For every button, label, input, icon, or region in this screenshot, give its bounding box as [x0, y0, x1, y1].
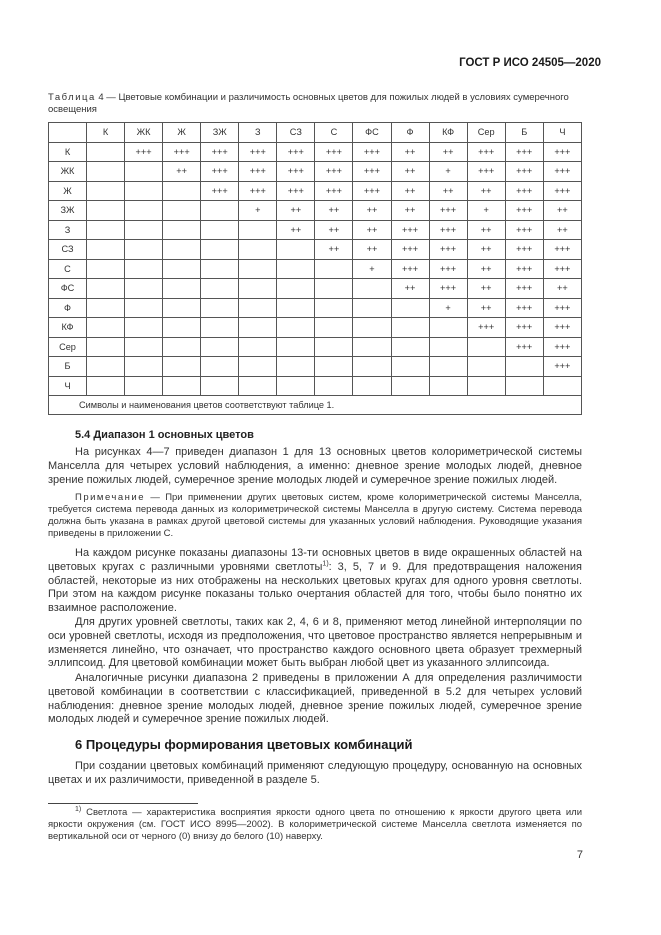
- table-cell: +++: [239, 181, 277, 201]
- table-cell: [87, 279, 125, 299]
- table-cell: [201, 220, 239, 240]
- table-cell: +++: [543, 318, 581, 338]
- row-header: ЖК: [49, 162, 87, 182]
- table-cell: +: [429, 162, 467, 182]
- table-cell: [163, 357, 201, 377]
- row-header: КФ: [49, 318, 87, 338]
- table-cell: [87, 201, 125, 221]
- column-header: Сер: [467, 123, 505, 143]
- table-cell: [87, 337, 125, 357]
- footnote: [48, 807, 582, 843]
- table-corner-cell: [49, 123, 87, 143]
- table-cell: [315, 279, 353, 299]
- table-caption: [48, 92, 588, 116]
- table-cell: +++: [505, 201, 543, 221]
- table-cell: +++: [239, 162, 277, 182]
- table-cell: +++: [505, 240, 543, 260]
- table-cell: [201, 279, 239, 299]
- table-cell: [87, 240, 125, 260]
- table-cell: [353, 298, 391, 318]
- table-cell: [391, 376, 429, 396]
- table-cell: ++: [353, 220, 391, 240]
- table-cell: ++: [391, 162, 429, 182]
- table-cell: [201, 357, 239, 377]
- section-5-4-title: 5.4 Диапазон 1 основных цветов: [75, 429, 254, 441]
- table-cell: +++: [543, 240, 581, 260]
- table-cell: +: [353, 259, 391, 279]
- column-header: Б: [505, 123, 543, 143]
- page-number: 7: [576, 849, 583, 861]
- table-cell: +++: [201, 162, 239, 182]
- table-row: [49, 279, 582, 299]
- column-header: ФС: [353, 123, 391, 143]
- table-cell: [201, 376, 239, 396]
- table-cell: ++: [543, 279, 581, 299]
- column-header: СЗ: [277, 123, 315, 143]
- table-cell: ++: [543, 220, 581, 240]
- note-label: Примечание: [75, 492, 145, 503]
- table-cell: [201, 298, 239, 318]
- table-row: [49, 220, 582, 240]
- table-cell: [315, 298, 353, 318]
- table-cell: [467, 376, 505, 396]
- table-cell: +++: [239, 142, 277, 162]
- column-header: ЗЖ: [201, 123, 239, 143]
- section-6-title: 6 Процедуры формирования цветовых комбинаций: [75, 737, 413, 752]
- row-header: СЗ: [49, 240, 87, 260]
- row-header: ФС: [49, 279, 87, 299]
- table-cell: ++: [277, 201, 315, 221]
- table-cell: [163, 181, 201, 201]
- table-cell: [239, 357, 277, 377]
- color-combination-table: [48, 122, 582, 415]
- table-cell: [125, 162, 163, 182]
- table-cell: [201, 201, 239, 221]
- table-cell: +++: [391, 259, 429, 279]
- table-cell: [391, 318, 429, 338]
- table-cell: ++: [353, 240, 391, 260]
- table-cell: +++: [505, 142, 543, 162]
- table-cell: ++: [467, 279, 505, 299]
- table-cell: [277, 259, 315, 279]
- table-cell: [125, 220, 163, 240]
- table-cell: [87, 259, 125, 279]
- table-cell: +++: [163, 142, 201, 162]
- table-cell: +++: [505, 298, 543, 318]
- table-cell: +++: [505, 259, 543, 279]
- footnote-text: Светлота — характеристика восприятия яркости одного цвета по отношению к яркости другого цвета или яркости окружения (см. ГОСТ ИСО 8995—2002). В колориметрической системе Манселла светлота изменяется по вертикальной оси от черного (0) внизу до белого (10) наверху.: [48, 807, 582, 842]
- table-cell: +++: [429, 220, 467, 240]
- table-cell: [277, 337, 315, 357]
- table-cell: +++: [543, 298, 581, 318]
- table-cell: [125, 201, 163, 221]
- paragraph-2-part-a: На каждом рисунке показаны диапазоны 13-ти основных цветов в виде окрашенных областей на цветовых кругах с различными уровнями светлоты: [48, 547, 582, 573]
- table-cell: +++: [353, 181, 391, 201]
- table-cell: +: [239, 201, 277, 221]
- table-cell: +++: [125, 142, 163, 162]
- table-cell: [277, 240, 315, 260]
- table-cell: [87, 162, 125, 182]
- footnote-marker: 1): [75, 805, 82, 813]
- table-cell: [163, 220, 201, 240]
- table-cell: [201, 337, 239, 357]
- table-cell: +: [467, 201, 505, 221]
- table-cell: [87, 142, 125, 162]
- table-cell: +++: [277, 181, 315, 201]
- table-cell: [201, 259, 239, 279]
- table-cell: ++: [391, 142, 429, 162]
- table-cell: [277, 376, 315, 396]
- table-row: [49, 201, 582, 221]
- table-cell: [125, 337, 163, 357]
- table-cell: [125, 259, 163, 279]
- row-header: ЗЖ: [49, 201, 87, 221]
- table-cell: [239, 259, 277, 279]
- table-cell: ++: [467, 298, 505, 318]
- table-cell: ++: [467, 220, 505, 240]
- table-cell: +++: [543, 337, 581, 357]
- table-cell: +++: [429, 259, 467, 279]
- table-row: [49, 142, 582, 162]
- footnote-reference: 1): [322, 560, 329, 568]
- table-cell: [277, 318, 315, 338]
- row-header: З: [49, 220, 87, 240]
- table-cell: +++: [391, 240, 429, 260]
- row-header: Ф: [49, 298, 87, 318]
- table-cell: ++: [391, 201, 429, 221]
- table-cell: [543, 376, 581, 396]
- column-header: ЖК: [125, 123, 163, 143]
- row-header: Б: [49, 357, 87, 377]
- table-cell: +++: [277, 162, 315, 182]
- table-cell: [125, 181, 163, 201]
- table-cell: +++: [201, 142, 239, 162]
- table-cell: +++: [429, 201, 467, 221]
- table-cell: [353, 376, 391, 396]
- table-cell: [315, 318, 353, 338]
- table-cell: ++: [467, 240, 505, 260]
- table-cell: [125, 318, 163, 338]
- table-cell: +++: [391, 220, 429, 240]
- table-cell: +++: [543, 357, 581, 377]
- table-caption-text: 4 — Цветовые комбинации и различимость основных цветов для пожилых людей в условиях сумеречного освещения: [48, 92, 569, 115]
- row-header: Сер: [49, 337, 87, 357]
- table-cell: [467, 357, 505, 377]
- section-5-4-paragraph-3: Для других уровней светлоты, таких как 2, 4, 6 и 8, применяют метод линейной интерполяции по оси уровней светлоты, исходя из предположения, что цветовое пространство является непрерывным и изменяется линейно, что означает, что пространство каждого основного цвета образует трехмерный эллипсоид. Для цветовой комбинации может быть выбран любой цвет из указанного эллипсоида.: [48, 616, 582, 670]
- table-row: [49, 162, 582, 182]
- table-cell: [315, 259, 353, 279]
- table-cell: [391, 337, 429, 357]
- table-cell: [87, 357, 125, 377]
- table-cell: [315, 376, 353, 396]
- table-cell: [315, 357, 353, 377]
- table-cell: ++: [543, 201, 581, 221]
- table-cell: [163, 240, 201, 260]
- row-header: К: [49, 142, 87, 162]
- table-cell: [429, 337, 467, 357]
- table-row: [49, 357, 582, 377]
- table-cell: ++: [391, 279, 429, 299]
- table-cell: [315, 337, 353, 357]
- table-cell: [505, 376, 543, 396]
- table-footer-row: [49, 396, 582, 415]
- table-header-row: [49, 123, 582, 143]
- table-row: [49, 337, 582, 357]
- table-cell: ++: [315, 220, 353, 240]
- table-cell: +++: [543, 142, 581, 162]
- note: [48, 492, 582, 540]
- table-cell: +++: [505, 279, 543, 299]
- table-cell: [87, 376, 125, 396]
- table-cell: [391, 357, 429, 377]
- table-cell: ++: [467, 181, 505, 201]
- table-cell: +++: [315, 181, 353, 201]
- section-5-4-paragraph-4: Аналогичные рисунки диапазона 2 приведены в приложении А для определения различимости цветовой комбинации в соответствии с классификацией, приведенной в 5.2 для четырех условий наблюдения: дневное зрение молодых людей, дневное зрение пожилых людей, сумеречное зрение молодых людей и сумеречное зрение пожилых людей.: [48, 672, 582, 726]
- table-cell: ++: [353, 201, 391, 221]
- table-cell: +++: [315, 142, 353, 162]
- row-header: Ч: [49, 376, 87, 396]
- table-cell: [239, 279, 277, 299]
- table-cell: [239, 220, 277, 240]
- table-cell: [353, 337, 391, 357]
- table-cell: [163, 259, 201, 279]
- table-cell: +++: [543, 181, 581, 201]
- table-cell: [353, 357, 391, 377]
- column-header: С: [315, 123, 353, 143]
- table-cell: ++: [429, 181, 467, 201]
- table-cell: +++: [543, 259, 581, 279]
- table-cell: [277, 357, 315, 377]
- table-cell: [87, 181, 125, 201]
- row-header: С: [49, 259, 87, 279]
- table-cell: +++: [429, 279, 467, 299]
- table-cell: +++: [467, 142, 505, 162]
- table-cell: +++: [543, 162, 581, 182]
- table-row: [49, 259, 582, 279]
- table-cell: [239, 240, 277, 260]
- table-cell: [201, 318, 239, 338]
- row-header: Ж: [49, 181, 87, 201]
- table-cell: [163, 279, 201, 299]
- table-row: [49, 181, 582, 201]
- table-cell: ++: [315, 240, 353, 260]
- table-cell: [353, 279, 391, 299]
- table-cell: [163, 298, 201, 318]
- table-cell: +++: [505, 337, 543, 357]
- table-cell: [87, 298, 125, 318]
- table-cell: +++: [505, 220, 543, 240]
- table-caption-label: Таблица: [48, 92, 96, 103]
- table-row: [49, 376, 582, 396]
- table-cell: +++: [315, 162, 353, 182]
- table-cell: [125, 298, 163, 318]
- table-cell: [429, 376, 467, 396]
- table-cell: [125, 279, 163, 299]
- column-header: З: [239, 123, 277, 143]
- column-header: Ф: [391, 123, 429, 143]
- table-cell: +++: [505, 181, 543, 201]
- table-cell: +++: [353, 142, 391, 162]
- table-footer-note: Символы и наименования цветов соответствуют таблице 1.: [49, 396, 582, 415]
- paragraph-2-part-b: : 3, 5, 7 и 9. Для предотвращения наложения областей, некоторые из них отображены на нескольких цветовых кругах для одного уровня светлоты. При этом на каждом рисунке показаны только очертания областей для того, чтобы было понятно их взаимное расположение.: [48, 560, 583, 615]
- table-row: [49, 240, 582, 260]
- table-cell: [353, 318, 391, 338]
- table-cell: ++: [429, 142, 467, 162]
- table-cell: +++: [505, 318, 543, 338]
- table-cell: [87, 220, 125, 240]
- column-header: Ж: [163, 123, 201, 143]
- table-cell: [467, 337, 505, 357]
- table-cell: +++: [467, 318, 505, 338]
- table-cell: [239, 298, 277, 318]
- table-cell: +++: [277, 142, 315, 162]
- table-cell: [429, 357, 467, 377]
- table-cell: [87, 318, 125, 338]
- table-cell: ++: [277, 220, 315, 240]
- table-cell: +++: [467, 162, 505, 182]
- table-cell: +++: [505, 162, 543, 182]
- table-cell: ++: [163, 162, 201, 182]
- table-cell: [239, 337, 277, 357]
- table-cell: [125, 357, 163, 377]
- table-cell: ++: [391, 181, 429, 201]
- table-cell: ++: [315, 201, 353, 221]
- table-cell: [391, 298, 429, 318]
- section-6-paragraph-1: При создании цветовых комбинаций применяют следующую процедуру, основанную на основных цветах и их различимости, приведенной в разделе 5.: [48, 760, 582, 786]
- document-header: ГОСТ Р ИСО 24505—2020: [459, 57, 601, 69]
- table-cell: [163, 376, 201, 396]
- table-cell: +: [429, 298, 467, 318]
- section-5-4-paragraph-2: [48, 547, 582, 616]
- table-cell: [125, 240, 163, 260]
- table-cell: +++: [201, 181, 239, 201]
- note-text: — При применении других цветовых систем, кроме колориметрической системы Манселла, требуется система перевода данных из колориметрической системы Манселла в другую систему. Система перевода должна быть указана в рамках другой цветовой системы для указанных условий наблюдения. Руководящие указания приведены в приложении С.: [48, 492, 582, 539]
- table-cell: [163, 337, 201, 357]
- table-cell: [239, 376, 277, 396]
- table-cell: +++: [353, 162, 391, 182]
- column-header: К: [87, 123, 125, 143]
- table-row: [49, 298, 582, 318]
- table-cell: [505, 357, 543, 377]
- section-5-4-paragraph-1: На рисунках 4—7 приведен диапазон 1 для 13 основных цветов колориметрической системы Манселла для четырех условий наблюдения, а именно: дневное зрение молодых людей, дневное зрение пожилых людей, сумеречное зрение молодых людей и сумеречное зрение пожилых людей.: [48, 446, 582, 486]
- table-cell: [163, 201, 201, 221]
- column-header: КФ: [429, 123, 467, 143]
- table-cell: ++: [467, 259, 505, 279]
- column-header: Ч: [543, 123, 581, 143]
- table-row: [49, 318, 582, 338]
- table-cell: [429, 318, 467, 338]
- table-cell: [163, 318, 201, 338]
- table-cell: [125, 376, 163, 396]
- table-cell: [277, 279, 315, 299]
- table-cell: [277, 298, 315, 318]
- table-cell: [239, 318, 277, 338]
- table-cell: [201, 240, 239, 260]
- footnote-divider: [48, 803, 198, 804]
- table-cell: +++: [429, 240, 467, 260]
